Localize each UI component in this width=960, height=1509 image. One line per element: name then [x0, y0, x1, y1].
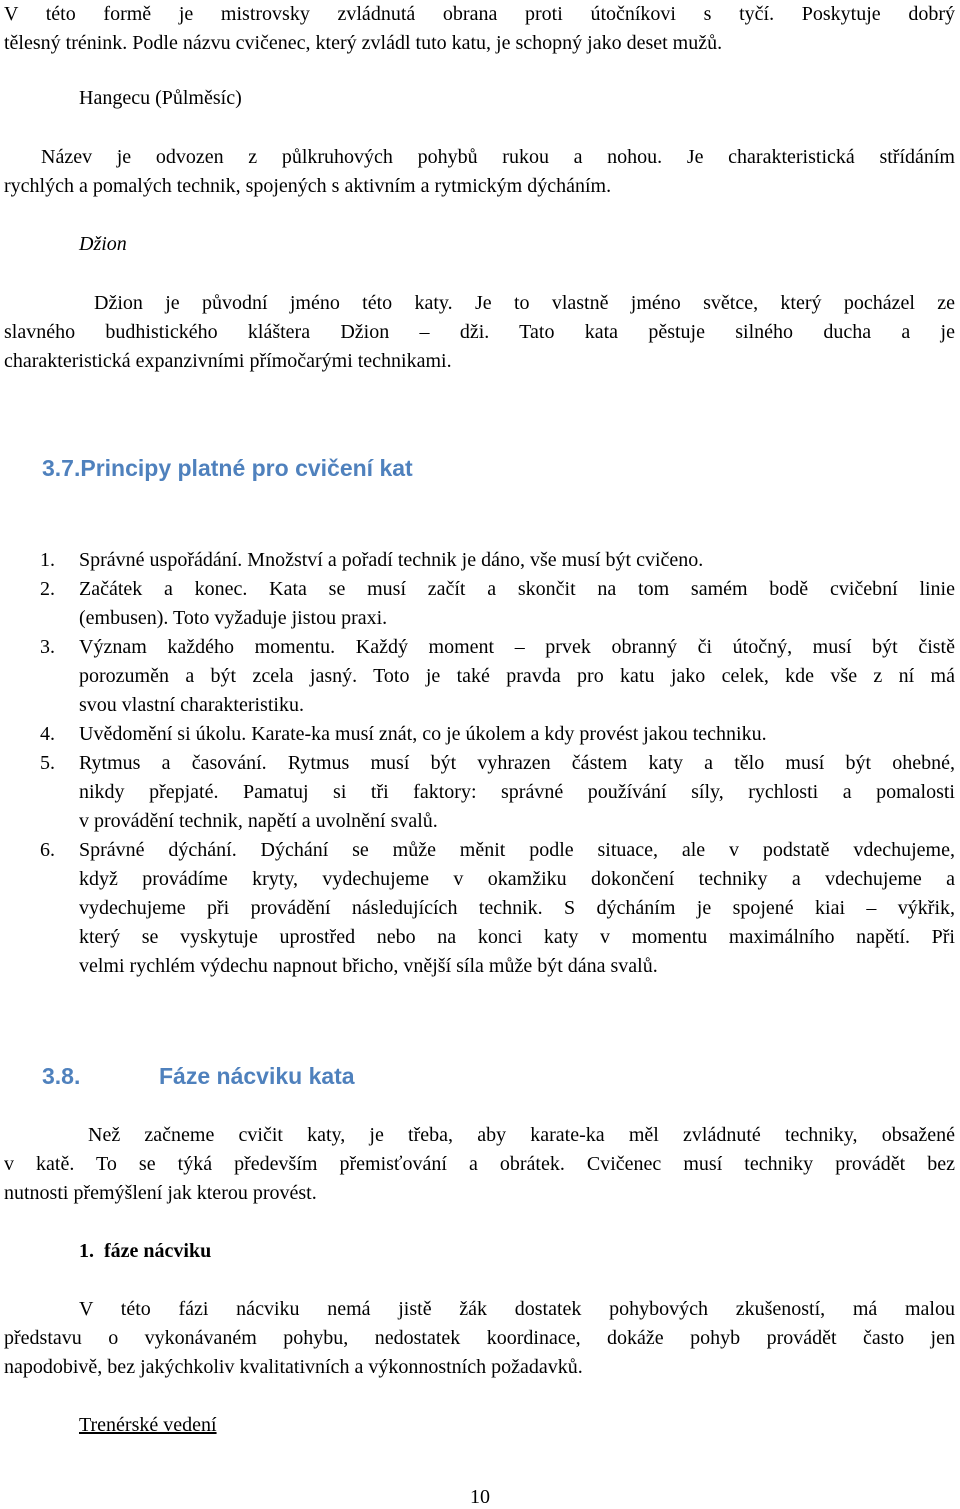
list-line: nikdy přepjaté. Pamatuj si tři faktory: správné používání síly, rychlosti a pomalosti [79, 781, 955, 803]
list-number: 2. [40, 578, 55, 600]
section-heading-3-8: Fáze nácviku kata [159, 1063, 355, 1089]
list-number: 1. [40, 549, 55, 571]
list-line: který se vyskytuje uprostřed nebo na konci katy v momentu maximálního napětí. Při [79, 926, 955, 948]
list-line: v provádění technik, napětí a uvolnění svalů. [79, 810, 438, 832]
section-heading-number-3-8: 3.8. [42, 1063, 81, 1089]
list-line: Správné uspořádání. Množství a pořadí technik je dáno, vše musí být cvičeno. [79, 549, 704, 571]
list-line: (embusen). Toto vyžaduje jistou praxi. [79, 607, 388, 629]
hangecu-line: Název je odvozen z půlkruhových pohybů rukou a nohou. Je charakteristická střídáním [41, 146, 955, 168]
list-number: 5. [40, 752, 55, 774]
list-number: 3. [40, 636, 55, 658]
section-3-8-line: v katě. To se týká především přemisťování a obrátek. Cvičenec musí techniky provádět bez [4, 1153, 955, 1175]
intro-line: tělesný trénink. Podle názvu cvičenec, který zvládl tuto katu, je schopný jako deset mužů. [4, 32, 723, 54]
phase-1-line: představu o vykonávaném pohybu, nedostatek koordinace, dokáže pohyb provádět často jen [4, 1327, 955, 1349]
page-number: 10 [470, 1486, 490, 1508]
list-line: velmi rychlém výdechu napnout břicho, vnější síla může být dána svalů. [79, 955, 658, 977]
section-3-8-line: nutnosti přemýšlení jak kterou provést. [4, 1182, 317, 1204]
hangecu-title: Hangecu (Půlměsíc) [79, 87, 242, 109]
dzion-title: Džion [79, 233, 127, 255]
phase-1-title: 1. fáze nácviku [79, 1240, 212, 1262]
list-line: Správné dýchání. Dýchání se může měnit podle situace, ale v podstatě vdechujeme, [79, 839, 955, 861]
phase-1-line: V této fázi nácviku nemá jistě žák dostatek pohybových zkušeností, má malou [79, 1298, 955, 1320]
list-line: svou vlastní charakteristiku. [79, 694, 304, 716]
list-line: porozuměn a být zcela jasný. Toto je také pravda pro katu jako celek, kde vše z ní má [79, 665, 955, 687]
list-line: Rytmus a časování. Rytmus musí být vyhrazen částem katy a tělo musí být ohebné, [79, 752, 955, 774]
intro-line: V této formě je mistrovsky zvládnutá obrana proti útočníkovi s tyčí. Poskytuje dobrý [4, 3, 955, 25]
list-line: Význam každého momentu. Každý moment – prvek obranný či útočný, musí být čistě [79, 636, 955, 658]
section-heading-3-7: 3.7.Principy platné pro cvičení kat [42, 455, 413, 481]
list-line: vydechujeme při provádění následujících technik. S dýcháním je spojené kiai – výkřik, [79, 897, 955, 919]
phase-1-line: napodobivě, bez jakýchkoliv kvalitativních a výkonnostních požadavků. [4, 1356, 583, 1378]
dzion-line: slavného budhistického kláštera Džion – dži. Tato kata pěstuje silného ducha a je [4, 321, 955, 343]
trenerske-vedeni-heading: Trenérské vedení [79, 1414, 217, 1436]
dzion-line: charakteristická expanzivními přímočarými technikami. [4, 350, 452, 372]
hangecu-line: rychlých a pomalých technik, spojených s aktivním a rytmickým dýcháním. [4, 175, 612, 197]
list-number: 4. [40, 723, 55, 745]
list-line: Začátek a konec. Kata se musí začít a skončit na tom samém bodě cvičební linie [79, 578, 955, 600]
section-3-8-line: Než začneme cvičit katy, je třeba, aby karate-ka měl zvládnuté techniky, obsažené [88, 1124, 955, 1146]
dzion-line: Džion je původní jméno této katy. Je to vlastně jméno světce, který pocházel ze [94, 292, 955, 314]
list-line: když provádíme kryty, vydechujeme v okamžiku dokončení techniky a vdechujeme a [79, 868, 955, 890]
list-line: Uvědomění si úkolu. Karate-ka musí znát, co je úkolem a kdy provést jakou techniku. [79, 723, 767, 745]
list-number: 6. [40, 839, 55, 861]
